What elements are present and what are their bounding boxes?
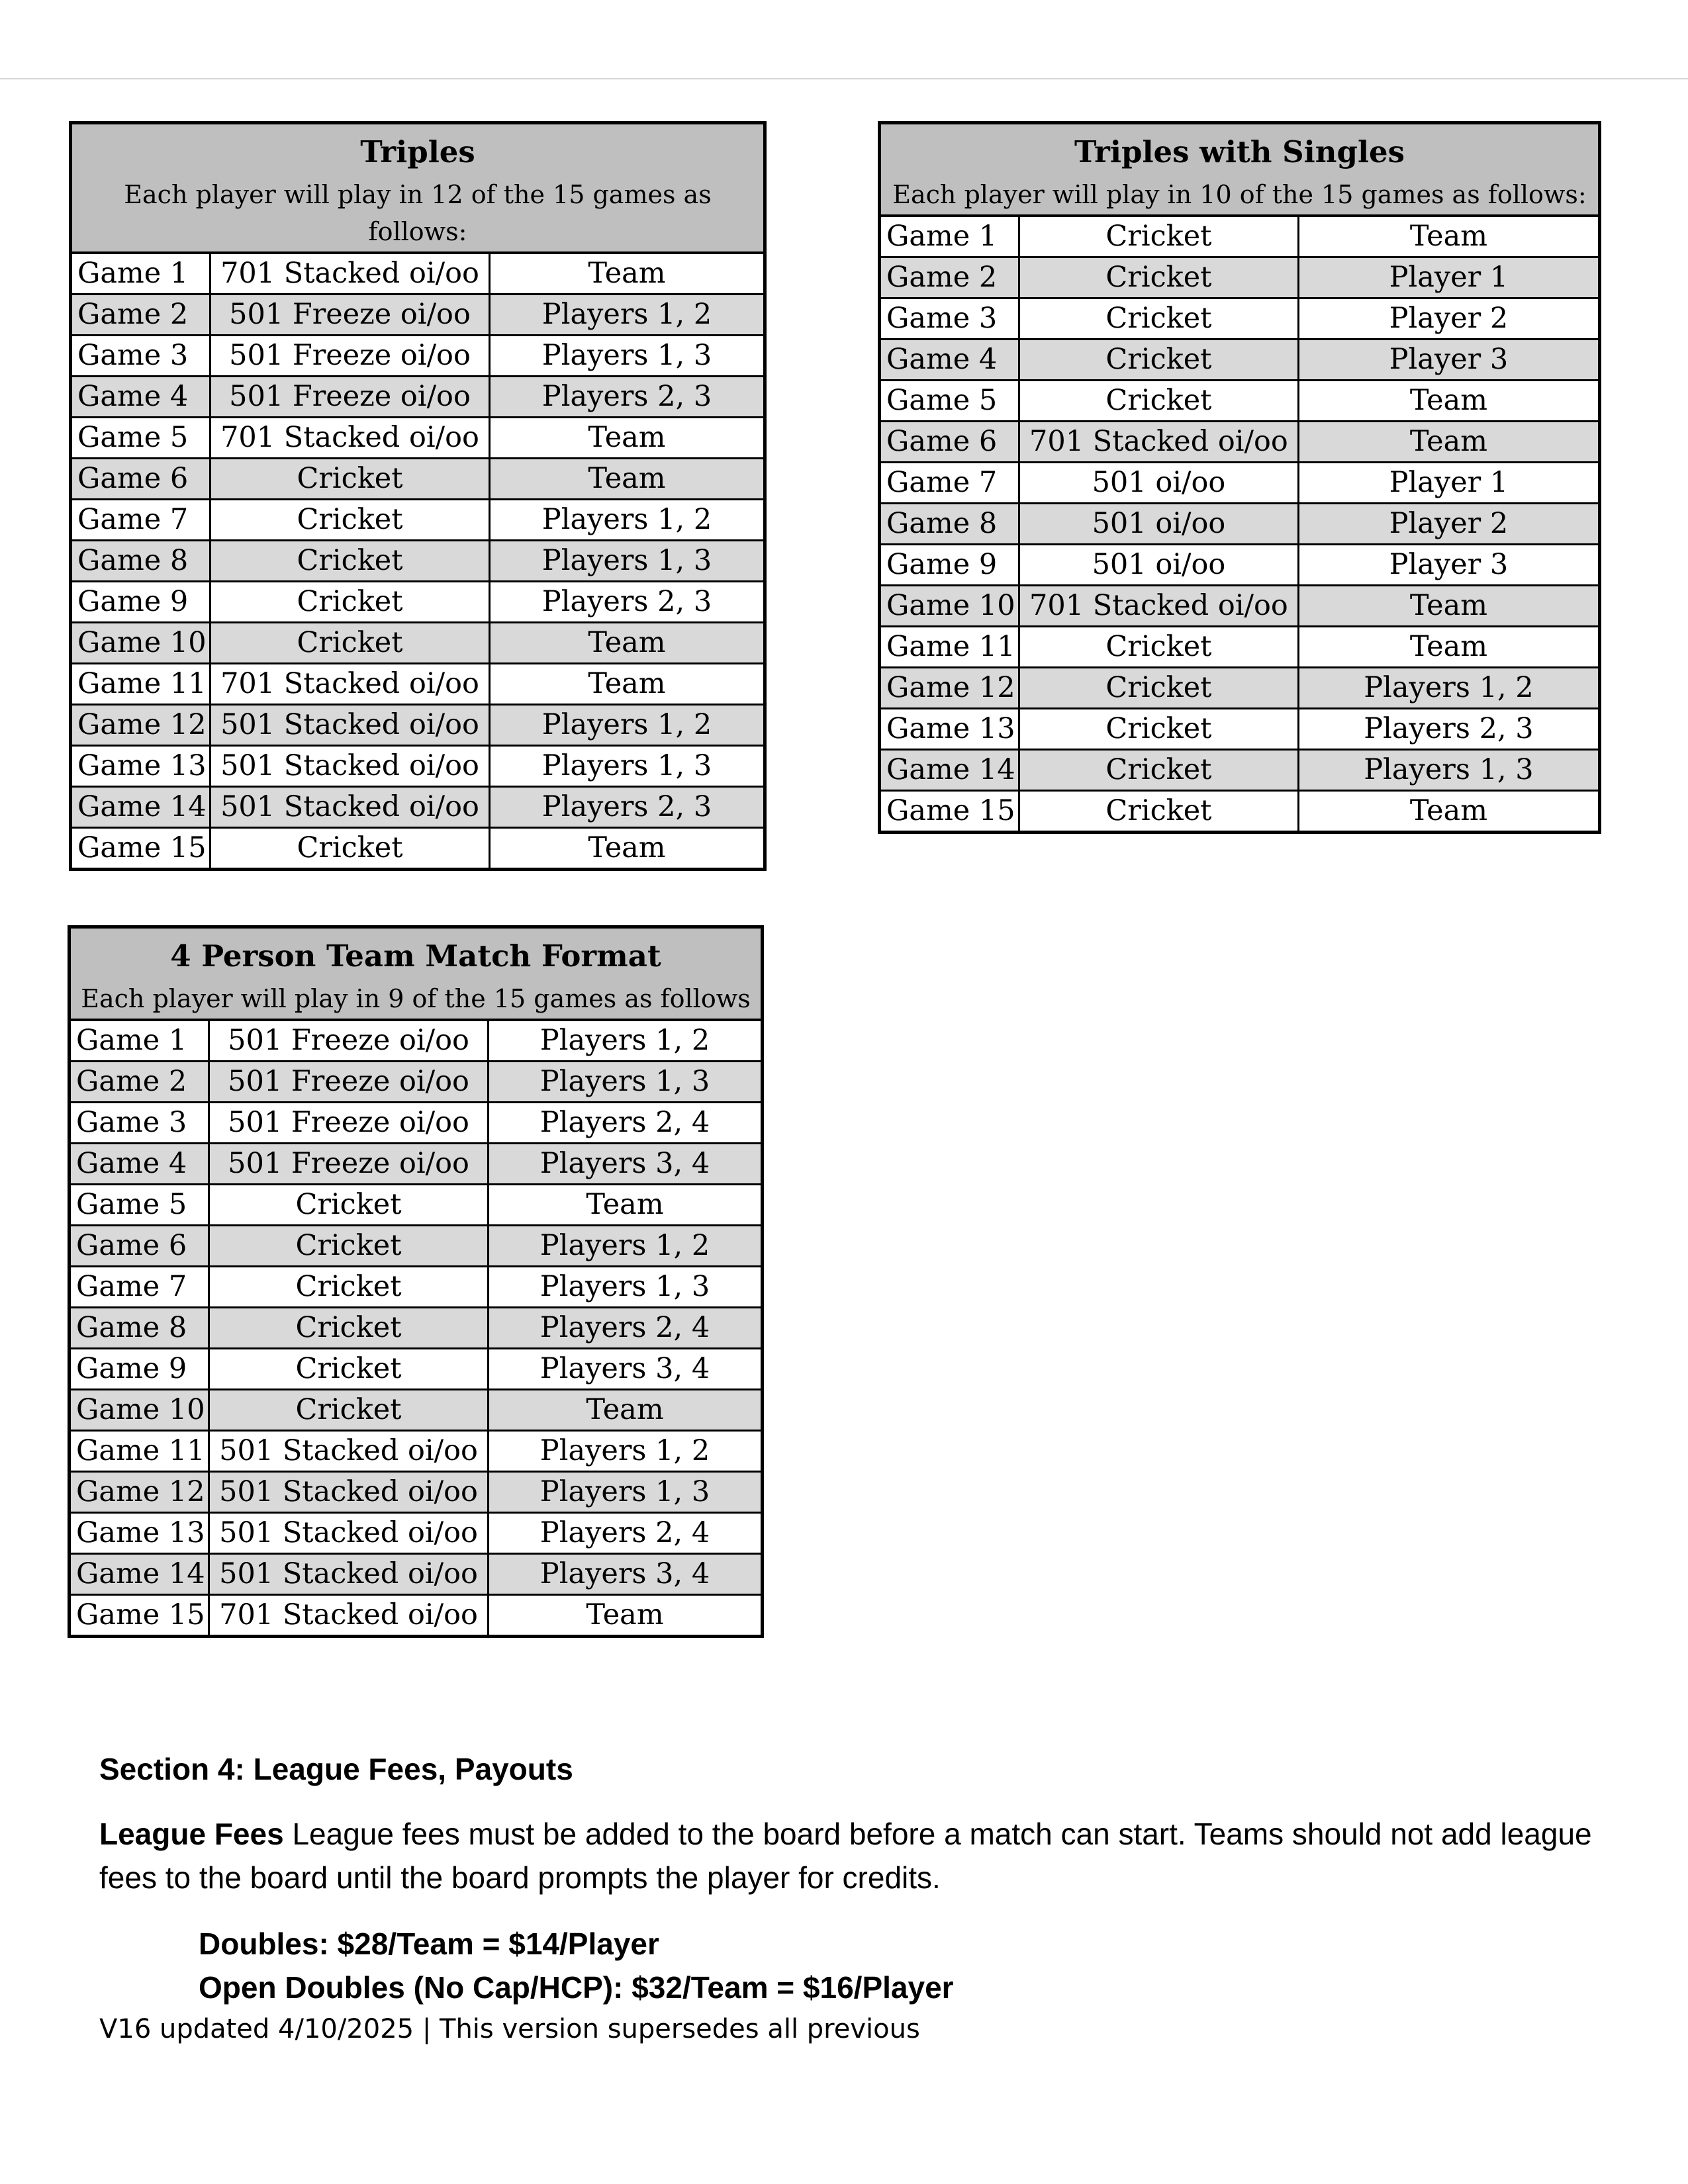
triples-with-singles-table xyxy=(878,121,1601,834)
game-number-cell: Game 4 xyxy=(880,340,1019,381)
players-cell: Players 3, 4 xyxy=(489,1144,763,1185)
game-type-cell: Cricket xyxy=(210,582,489,623)
table-row xyxy=(70,1308,763,1349)
table-row xyxy=(71,623,765,664)
game-type-cell: 701 Stacked oi/oo xyxy=(210,418,489,459)
players-cell: Team xyxy=(489,623,765,664)
game-type-cell: 501 Stacked oi/oo xyxy=(209,1513,489,1554)
players-cell: Players 1, 2 xyxy=(489,1431,763,1472)
players-cell: Players 3, 4 xyxy=(489,1349,763,1390)
players-cell: Team xyxy=(489,1390,763,1431)
players-cell: Players 1, 3 xyxy=(1298,750,1599,791)
players-cell: Player 3 xyxy=(1298,545,1599,586)
table-row xyxy=(71,336,765,377)
players-cell: Players 2, 3 xyxy=(489,582,765,623)
table-row xyxy=(70,1472,763,1513)
game-type-cell: Cricket xyxy=(1019,340,1298,381)
game-type-cell: 501 Stacked oi/oo xyxy=(210,705,489,746)
table-row xyxy=(70,1513,763,1554)
table-row xyxy=(70,1431,763,1472)
game-type-cell: 501 oi/oo xyxy=(1019,545,1298,586)
table-row xyxy=(70,1103,763,1144)
fee-open-doubles: Open Doubles (No Cap/HCP): $32/Team = $16/Player xyxy=(199,1970,954,2005)
game-number-cell: Game 1 xyxy=(71,253,211,295)
game-number-cell: Game 12 xyxy=(880,668,1019,709)
players-cell: Team xyxy=(1298,422,1599,463)
header-divider xyxy=(0,78,1688,79)
players-cell: Players 1, 3 xyxy=(489,746,765,787)
game-type-cell: 501 Freeze oi/oo xyxy=(209,1062,489,1103)
game-type-cell: Cricket xyxy=(1019,216,1298,257)
game-type-cell: 501 Freeze oi/oo xyxy=(210,295,489,336)
players-cell: Players 2, 4 xyxy=(489,1103,763,1144)
table-title: Triples with Singles xyxy=(1074,134,1405,169)
game-type-cell: 701 Stacked oi/oo xyxy=(210,253,489,295)
game-type-cell: Cricket xyxy=(210,541,489,582)
table-row xyxy=(71,582,765,623)
game-type-cell: Cricket xyxy=(1019,627,1298,668)
players-cell: Player 2 xyxy=(1298,298,1599,340)
triples-table xyxy=(69,121,767,871)
table-row xyxy=(71,664,765,705)
table-row xyxy=(880,750,1600,791)
table-row xyxy=(880,381,1600,422)
players-cell: Players 1, 2 xyxy=(489,500,765,541)
players-cell: Player 3 xyxy=(1298,340,1599,381)
game-number-cell: Game 5 xyxy=(880,381,1019,422)
game-number-cell: Game 8 xyxy=(70,1308,209,1349)
players-cell: Team xyxy=(489,459,765,500)
game-type-cell: Cricket xyxy=(210,623,489,664)
table-row xyxy=(71,295,765,336)
game-number-cell: Game 6 xyxy=(880,422,1019,463)
table-row xyxy=(880,298,1600,340)
players-cell: Players 1, 2 xyxy=(489,1020,763,1062)
players-cell: Players 2, 4 xyxy=(489,1308,763,1349)
game-number-cell: Game 3 xyxy=(71,336,211,377)
section-heading: Section 4: League Fees, Payouts xyxy=(99,1752,573,1786)
game-number-cell: Game 11 xyxy=(71,664,211,705)
players-cell: Players 1, 2 xyxy=(1298,668,1599,709)
game-type-cell: Cricket xyxy=(210,500,489,541)
players-cell: Team xyxy=(1298,381,1599,422)
table-row xyxy=(70,1144,763,1185)
table-header xyxy=(880,123,1600,216)
game-number-cell: Game 12 xyxy=(70,1472,209,1513)
game-number-cell: Game 10 xyxy=(71,623,211,664)
game-number-cell: Game 6 xyxy=(71,459,211,500)
game-number-cell: Game 13 xyxy=(70,1513,209,1554)
game-number-cell: Game 1 xyxy=(70,1020,209,1062)
table-row xyxy=(70,1226,763,1267)
table-row xyxy=(71,828,765,870)
table-title: 4 Person Team Match Format xyxy=(170,938,661,974)
game-number-cell: Game 7 xyxy=(71,500,211,541)
players-cell: Players 1, 3 xyxy=(489,541,765,582)
players-cell: Team xyxy=(489,664,765,705)
players-cell: Players 3, 4 xyxy=(489,1554,763,1595)
game-number-cell: Game 13 xyxy=(71,746,211,787)
game-number-cell: Game 15 xyxy=(880,791,1019,833)
game-number-cell: Game 5 xyxy=(70,1185,209,1226)
game-type-cell: Cricket xyxy=(1019,709,1298,750)
players-cell: Players 1, 3 xyxy=(489,336,765,377)
league-fees-label: League Fees xyxy=(99,1817,284,1851)
players-cell: Team xyxy=(1298,627,1599,668)
game-type-cell: 501 Stacked oi/oo xyxy=(209,1431,489,1472)
game-type-cell: 701 Stacked oi/oo xyxy=(209,1595,489,1637)
table-row xyxy=(880,586,1600,627)
game-type-cell: 501 Freeze oi/oo xyxy=(209,1020,489,1062)
game-type-cell: 501 Stacked oi/oo xyxy=(209,1472,489,1513)
table-row xyxy=(70,1185,763,1226)
game-number-cell: Game 9 xyxy=(880,545,1019,586)
game-type-cell: Cricket xyxy=(209,1267,489,1308)
game-type-cell: 501 Stacked oi/oo xyxy=(209,1554,489,1595)
players-cell: Team xyxy=(489,418,765,459)
league-fees-paragraph xyxy=(99,1812,1615,1899)
game-number-cell: Game 4 xyxy=(70,1144,209,1185)
game-number-cell: Game 10 xyxy=(880,586,1019,627)
table-row xyxy=(880,340,1600,381)
players-cell: Player 1 xyxy=(1298,463,1599,504)
game-number-cell: Game 6 xyxy=(70,1226,209,1267)
players-cell: Team xyxy=(489,1185,763,1226)
players-cell: Players 1, 3 xyxy=(489,1267,763,1308)
version-footer: V16 updated 4/10/2025 | This version supersedes all previous xyxy=(99,2014,920,2044)
table-row xyxy=(71,459,765,500)
game-number-cell: Game 3 xyxy=(70,1103,209,1144)
table-row xyxy=(71,541,765,582)
game-type-cell: 701 Stacked oi/oo xyxy=(1019,586,1298,627)
table-row xyxy=(71,253,765,295)
game-number-cell: Game 3 xyxy=(880,298,1019,340)
game-type-cell: Cricket xyxy=(209,1226,489,1267)
table-row xyxy=(71,787,765,828)
players-cell: Players 1, 2 xyxy=(489,705,765,746)
players-cell: Player 1 xyxy=(1298,257,1599,298)
game-type-cell: Cricket xyxy=(209,1185,489,1226)
game-number-cell: Game 5 xyxy=(71,418,211,459)
game-number-cell: Game 8 xyxy=(880,504,1019,545)
game-number-cell: Game 9 xyxy=(70,1349,209,1390)
players-cell: Players 1, 3 xyxy=(489,1062,763,1103)
table-row xyxy=(880,545,1600,586)
table-row xyxy=(880,463,1600,504)
game-number-cell: Game 11 xyxy=(70,1431,209,1472)
game-number-cell: Game 14 xyxy=(70,1554,209,1595)
four-person-team-table xyxy=(68,925,764,1638)
game-number-cell: Game 2 xyxy=(71,295,211,336)
table-row xyxy=(70,1267,763,1308)
players-cell: Team xyxy=(1298,586,1599,627)
table-row xyxy=(880,504,1600,545)
game-number-cell: Game 7 xyxy=(880,463,1019,504)
game-type-cell: 501 Stacked oi/oo xyxy=(210,787,489,828)
table-row xyxy=(71,705,765,746)
table-subtitle: Each player will play in 9 of the 15 games as follows xyxy=(81,984,751,1013)
game-number-cell: Game 1 xyxy=(880,216,1019,257)
table-row xyxy=(70,1554,763,1595)
table-row xyxy=(880,627,1600,668)
game-type-cell: Cricket xyxy=(210,828,489,870)
table-row xyxy=(70,1062,763,1103)
game-number-cell: Game 14 xyxy=(71,787,211,828)
game-type-cell: Cricket xyxy=(1019,298,1298,340)
game-type-cell: Cricket xyxy=(1019,381,1298,422)
table-header xyxy=(71,123,765,253)
game-type-cell: 501 Stacked oi/oo xyxy=(210,746,489,787)
game-type-cell: Cricket xyxy=(209,1390,489,1431)
game-type-cell: 501 Freeze oi/oo xyxy=(210,336,489,377)
table-row xyxy=(880,791,1600,833)
game-type-cell: Cricket xyxy=(1019,257,1298,298)
players-cell: Players 2, 3 xyxy=(489,377,765,418)
players-cell: Players 2, 3 xyxy=(489,787,765,828)
table-subtitle: Each player will play in 12 of the 15 games as follows: xyxy=(124,180,712,246)
league-fees-text: League fees must be added to the board before a match can start. Teams should not add league fees to the board until the board prompts the player for credits. xyxy=(99,1817,1592,1895)
game-type-cell: 501 oi/oo xyxy=(1019,463,1298,504)
table-row xyxy=(71,746,765,787)
game-type-cell: 701 Stacked oi/oo xyxy=(1019,422,1298,463)
game-type-cell: Cricket xyxy=(209,1349,489,1390)
game-number-cell: Game 13 xyxy=(880,709,1019,750)
table-row xyxy=(880,422,1600,463)
table-title: Triples xyxy=(360,134,475,169)
table-row xyxy=(71,418,765,459)
table-row xyxy=(880,668,1600,709)
game-type-cell: Cricket xyxy=(1019,750,1298,791)
players-cell: Team xyxy=(489,253,765,295)
table-subtitle: Each player will play in 10 of the 15 games as follows: xyxy=(892,180,1587,209)
players-cell: Team xyxy=(1298,216,1599,257)
fee-doubles: Doubles: $28/Team = $14/Player xyxy=(199,1927,659,1961)
players-cell: Team xyxy=(489,828,765,870)
table-row xyxy=(70,1349,763,1390)
table-row xyxy=(880,709,1600,750)
players-cell: Team xyxy=(489,1595,763,1637)
table-row xyxy=(880,257,1600,298)
table-header xyxy=(70,927,763,1021)
game-number-cell: Game 7 xyxy=(70,1267,209,1308)
game-type-cell: Cricket xyxy=(210,459,489,500)
game-number-cell: Game 2 xyxy=(70,1062,209,1103)
players-cell: Team xyxy=(1298,791,1599,833)
game-number-cell: Game 12 xyxy=(71,705,211,746)
game-number-cell: Game 10 xyxy=(70,1390,209,1431)
players-cell: Players 2, 3 xyxy=(1298,709,1599,750)
game-type-cell: Cricket xyxy=(1019,668,1298,709)
game-type-cell: Cricket xyxy=(209,1308,489,1349)
game-type-cell: 701 Stacked oi/oo xyxy=(210,664,489,705)
game-type-cell: 501 Freeze oi/oo xyxy=(209,1103,489,1144)
game-type-cell: 501 Freeze oi/oo xyxy=(210,377,489,418)
players-cell: Players 1, 3 xyxy=(489,1472,763,1513)
game-type-cell: 501 Freeze oi/oo xyxy=(209,1144,489,1185)
table-row xyxy=(70,1595,763,1637)
game-number-cell: Game 9 xyxy=(71,582,211,623)
game-number-cell: Game 15 xyxy=(71,828,211,870)
players-cell: Players 2, 4 xyxy=(489,1513,763,1554)
players-cell: Player 2 xyxy=(1298,504,1599,545)
players-cell: Players 1, 2 xyxy=(489,1226,763,1267)
table-row xyxy=(71,377,765,418)
game-number-cell: Game 8 xyxy=(71,541,211,582)
players-cell: Players 1, 2 xyxy=(489,295,765,336)
table-row xyxy=(70,1020,763,1062)
game-number-cell: Game 2 xyxy=(880,257,1019,298)
table-row xyxy=(71,500,765,541)
game-number-cell: Game 11 xyxy=(880,627,1019,668)
game-type-cell: Cricket xyxy=(1019,791,1298,833)
game-type-cell: 501 oi/oo xyxy=(1019,504,1298,545)
game-number-cell: Game 4 xyxy=(71,377,211,418)
game-number-cell: Game 15 xyxy=(70,1595,209,1637)
table-row xyxy=(70,1390,763,1431)
game-number-cell: Game 14 xyxy=(880,750,1019,791)
table-row xyxy=(880,216,1600,257)
